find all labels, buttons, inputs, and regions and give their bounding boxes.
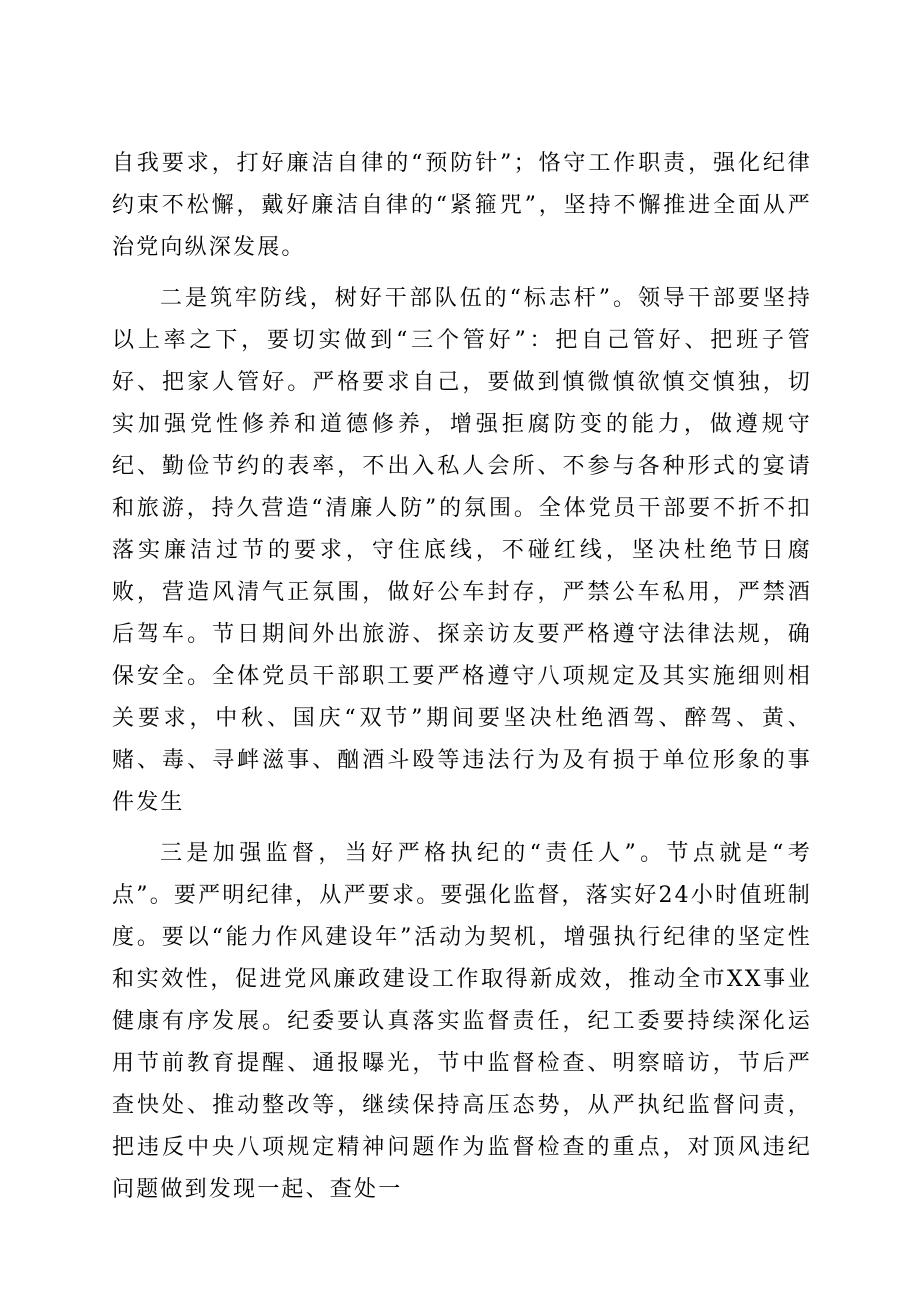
document-body: [112, 143, 812, 1211]
paragraph-point-three: 三是加强监督，当好严格执纪的“责任人”。节点就是“考点”。要严明纪律，从严要求。要强化监督，落实好24小时值班制度。要以“能力作风建设年”活动为契机，增强执行纪律的坚定性和实效性，促进党风廉政建设工作取得新成效，推动全市XX事业健康有序发展。纪委要认真落实监督责任，纪工委要持续深化运用节前教育提醒、通报曝光，节中监督检查、明察暗访，节后严查快处、推动整改等，继续保持高压态势，从严执纪监督问责，把违反中央八项规定精神问题作为监督检查的重点，对顶风违纪问题做到发现一起、查处一: [112, 841, 812, 1202]
paragraph-point-two: 二是筑牢防线，树好干部队伍的“标志杆”。领导干部要坚持以上率之下，要切实做到“三个管好”：把自己管好、把班子管好、把家人管好。严格要求自己，要做到慎微慎欲慎交慎独，切实加强党性修养和道德修养，增强拒腐防变的能力，做遵规守纪、勤俭节约的表率，不出入私人会所、不参与各种形式的宴请和旅游，持久营造“清廉人防”的氛围。全体党员干部要不折不扣落实廉洁过节的要求，守住底线，不碰红线，坚决杜绝节日腐败，营造风清气正氛围，做好公车封存，严禁公车私用，严禁酒后驾车。节日期间外出旅游、探亲访友要严格遵守法律法规，确保安全。全体党员干部职工要严格遵守八项规定及其实施细则相关要求，中秋、国庆“双节”期间要坚决杜绝酒驾、醉驾、黄、赌、毒、寻衅滋事、酗酒斗殴等违法行为及有损于单位形象的事件发生: [112, 286, 812, 815]
paragraph-continuation: 自我要求，打好廉洁自律的“预防针”；恪守工作职责，强化纪律约束不松懈，戴好廉洁自律的“紧箍咒”，坚持不懈推进全面从严治党向纵深发展。: [112, 151, 812, 260]
